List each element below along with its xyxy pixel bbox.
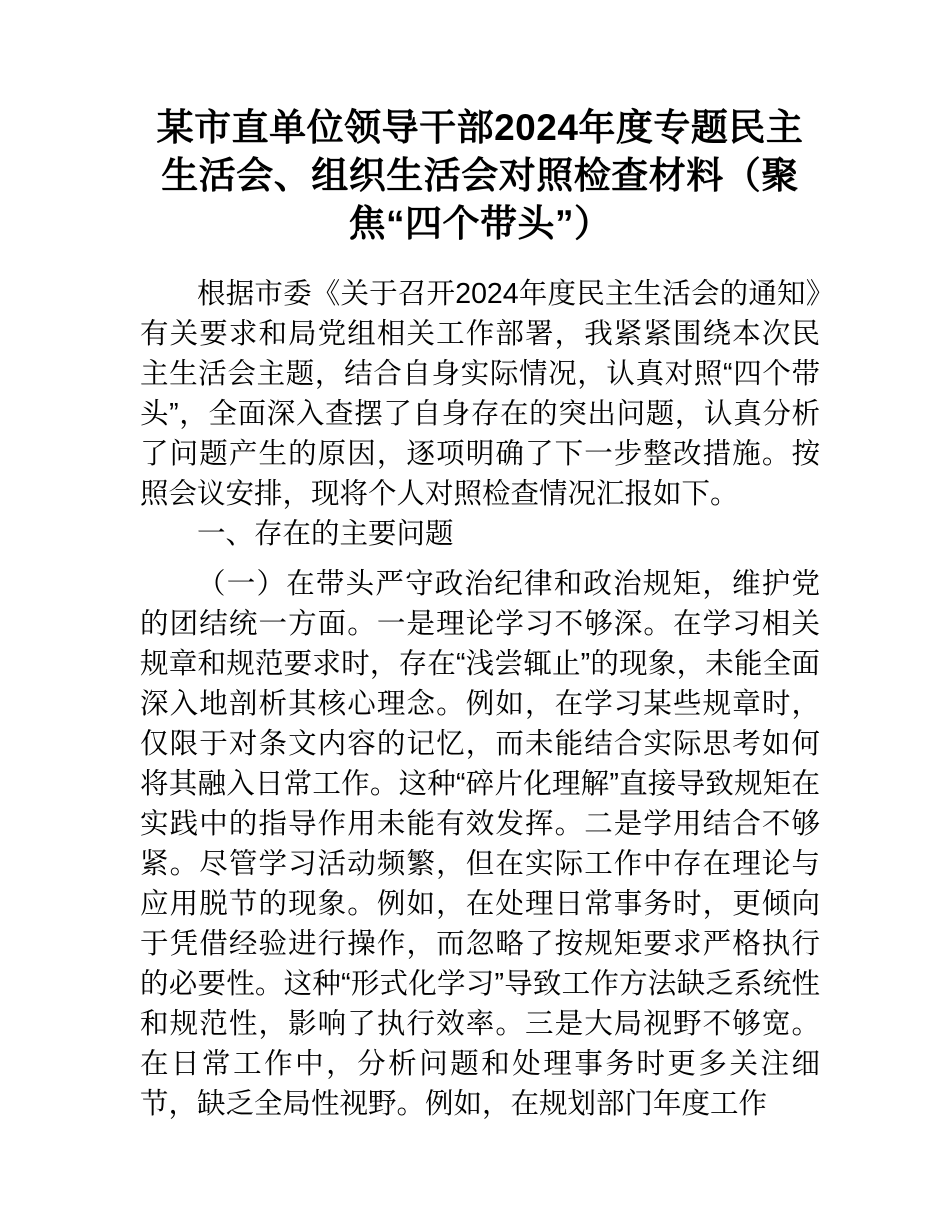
page-title: 某市直单位领导干部2024年度专题民主生活会、组织生活会对照检查材料（聚焦“四个带头”） (156, 107, 804, 244)
document-content-area (140, 0, 820, 1124)
section-heading-one: 一、存在的主要问题 (197, 518, 454, 550)
paragraph-item-one: （一）在带头严守政治纪律和政治规矩，维护党的团结统一方面。一是理论学习不够深。在学习相关规章和规范要求时，存在“浅尝辄止”的现象，未能全面深入地剖析其核心理念。例如，在学习某些规章时，仅限于对条文内容的记忆，而未能结合实际思考如何将其融入日常工作。这种“碎片化理解”直接导致规矩在实践中的指导作用未能有效发挥。二是学用结合不够紧。尽管学习活动频繁，但在实际工作中存在理论与应用脱节的现象。例如，在处理日常事务时，更倾向于凭借经验进行操作，而忽略了按规矩要求严格执行的必要性。这种“形式化学习”导致工作方法缺乏系统性和规范性，影响了执行效率。三是大局视野不够宽。在日常工作中，分析问题和处理事务时更多关注细节，缺乏全局性视野。例如，在规划部门年度工作 (140, 568, 820, 1120)
paragraph-intro: 根据市委《关于召开2024年度民主生活会的通知》有关要求和局党组相关工作部署，我紧紧围绕本次民主生活会主题，结合自身实际情况，认真对照“四个带头”，全面深入查摆了自身存在的突出问题，认真分析了问题产生的原因，逐项明确了下一步整改措施。按照会议安排，现将个人对照检查情况汇报如下。 (140, 278, 820, 510)
